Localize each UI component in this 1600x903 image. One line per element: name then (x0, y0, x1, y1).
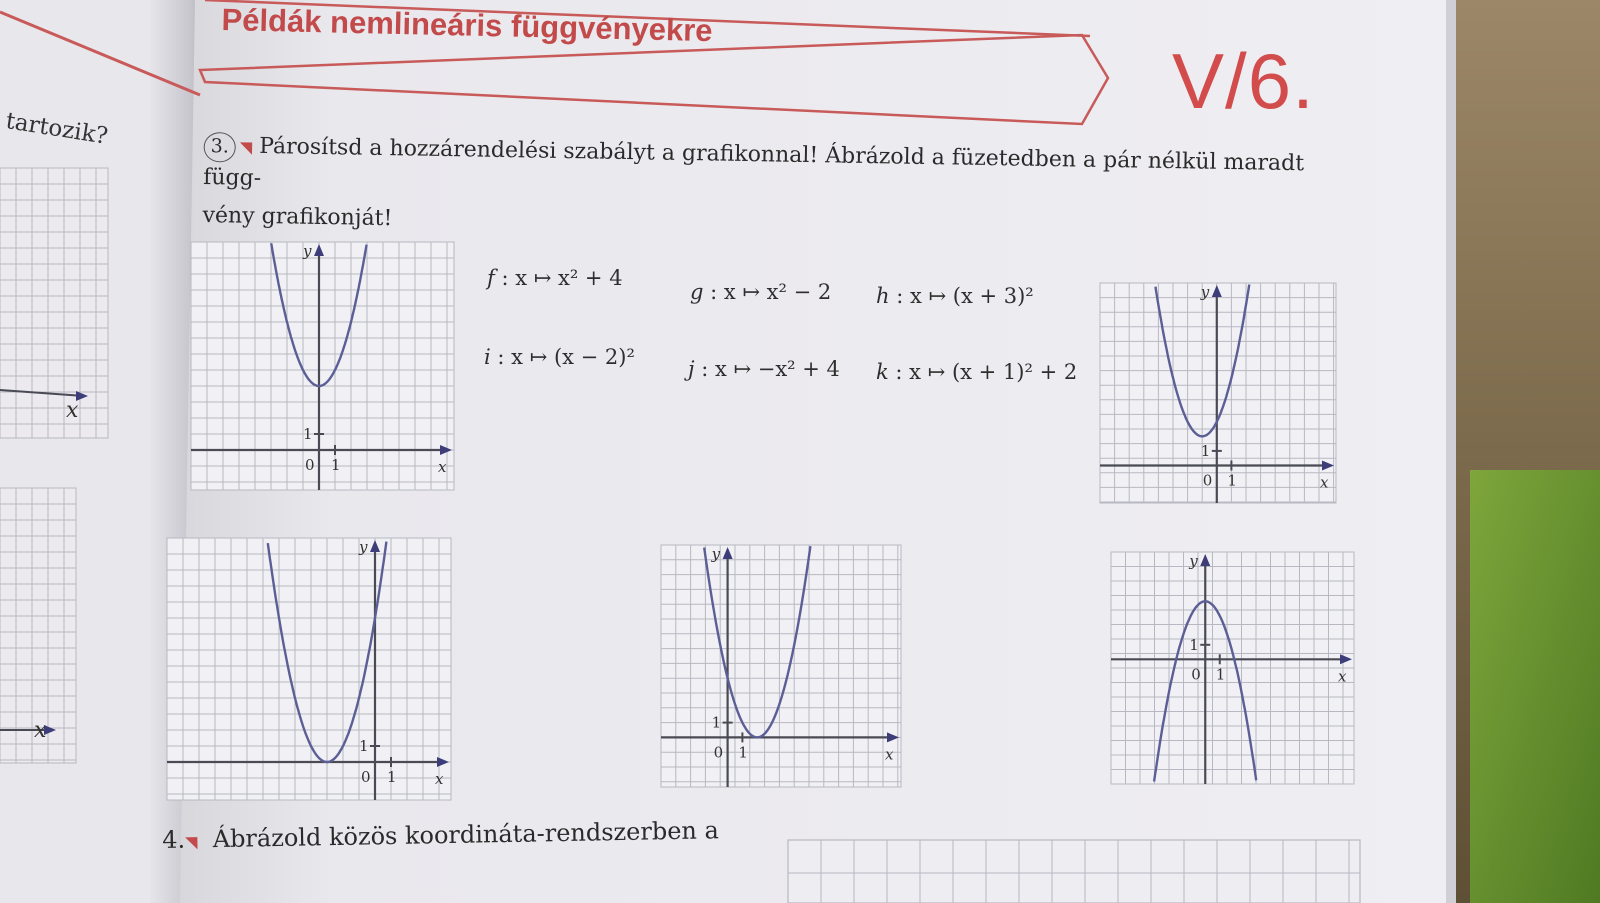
graph-panel-1 (191, 242, 454, 490)
task4-grid (788, 840, 1360, 903)
rule-g-arrow: : x ↦ (703, 280, 767, 304)
x-axis-label: x (1338, 667, 1347, 686)
graph-panel-2 (1100, 283, 1336, 503)
y-tick-label: 1 (359, 737, 369, 755)
x-axis-label: x (438, 458, 447, 476)
rule-i-name: i (484, 345, 491, 369)
rule-k-arrow: : x ↦ (888, 360, 952, 384)
left-page-axis-label: x (66, 398, 79, 423)
rule-f-body: x² + 4 (558, 266, 623, 290)
left-page-axis-label-2: x (34, 718, 47, 743)
x-tick-label: 1 (1215, 665, 1226, 684)
x-tick-label: 1 (387, 768, 397, 786)
rule-i (484, 345, 635, 369)
y-axis-label: y (1200, 283, 1210, 301)
x-tick-label: 1 (1227, 471, 1237, 490)
task3-instruction (202, 130, 1324, 250)
rule-j-name: j (688, 357, 695, 381)
chapter-title: Példák nemlineáris függvényekre (221, 2, 713, 49)
rule-f-arrow: : x ↦ (494, 266, 558, 290)
rule-g-name: g (690, 280, 704, 304)
rule-k-body: (x + 1)² + 2 (951, 360, 1078, 384)
y-tick-label: 1 (303, 425, 313, 443)
rule-k-name: k (876, 360, 889, 384)
task3-text-line2: vény grafikonját! (202, 202, 393, 231)
origin-label: 0 (1202, 471, 1213, 490)
y-axis-label: y (1189, 552, 1198, 570)
rule-k (876, 360, 1077, 384)
y-axis-label: y (711, 545, 721, 563)
unit-number: V/6. (1172, 37, 1315, 125)
rule-j (688, 357, 840, 381)
y-tick-label: 1 (1189, 635, 1199, 654)
origin-label: 0 (1191, 665, 1201, 684)
y-tick-label: 1 (711, 713, 722, 732)
graph-background (661, 545, 901, 787)
task3-text-line1: Párosítsd a hozzárendelési szabályt a grafikonnal! Ábrázold a füzetedben a pár nélkül maradt függ- (203, 133, 1305, 191)
x-axis-label: x (885, 745, 894, 764)
rule-i-arrow: : x ↦ (490, 345, 554, 369)
graph-background (167, 538, 451, 800)
origin-label: 0 (361, 768, 371, 786)
rule-h-body: (x + 3)² (952, 284, 1034, 308)
graph-panel-4 (661, 545, 901, 787)
task4-text: Ábrázold közös koordináta-rendszerben a (212, 816, 720, 854)
x-axis-label: x (435, 770, 444, 788)
origin-label: 0 (305, 456, 315, 474)
rule-j-body: −x² + 4 (757, 357, 840, 381)
task4-number: 4. (162, 825, 186, 854)
speaker-icon: ◥ (239, 137, 253, 157)
task3-number: 3. (203, 132, 236, 162)
rule-f (487, 266, 623, 290)
left-page-question-end: tartozik? (3, 108, 110, 150)
x-axis-label: x (1320, 473, 1329, 492)
y-tick-label: 1 (1200, 441, 1211, 460)
rule-g-body: x² − 2 (766, 280, 832, 304)
rule-i-body: (x − 2)² (553, 345, 635, 369)
rule-j-arrow: : x ↦ (694, 357, 758, 381)
x-tick-label: 1 (738, 743, 748, 762)
origin-label: 0 (713, 743, 724, 762)
graph-background (1100, 283, 1336, 503)
grass-background (1470, 470, 1600, 903)
graph-panel-5 (1111, 552, 1354, 784)
rule-h-arrow: : x ↦ (889, 284, 953, 308)
x-tick-label: 1 (331, 456, 341, 474)
graph-panel-3 (167, 538, 451, 800)
speaker-icon: ◥ (185, 832, 198, 852)
page-edge (1446, 0, 1456, 903)
rule-f-name: f (487, 266, 495, 290)
y-axis-label: y (303, 242, 312, 260)
task4-grid-box (788, 840, 1360, 903)
rule-h-name: h (876, 284, 890, 308)
rule-g (690, 280, 831, 304)
rule-h (876, 284, 1034, 308)
y-axis-label: y (359, 538, 368, 556)
